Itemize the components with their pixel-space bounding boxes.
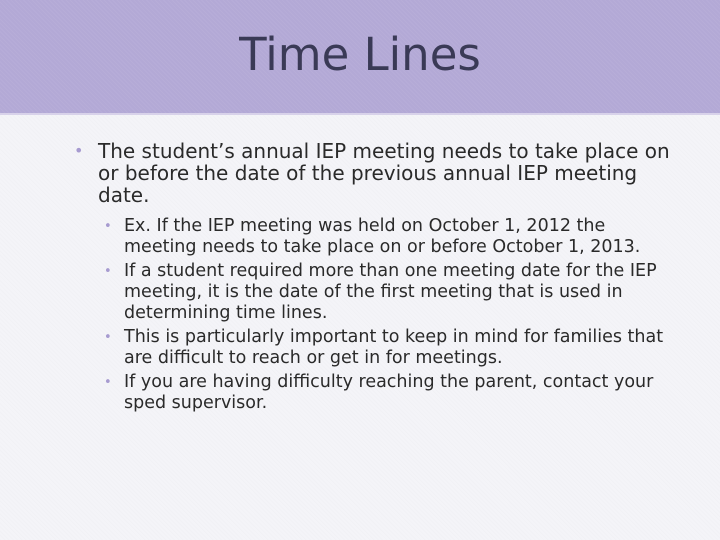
sub-point <box>100 261 674 324</box>
sub-point <box>100 372 674 414</box>
sub-point-text: Ex. If the IEP meeting was held on October 1, 2012 the meeting needs to take place on or before October 1, 2013. <box>124 216 641 257</box>
sub-point <box>100 327 674 369</box>
sub-point <box>100 216 674 258</box>
slide-body <box>74 140 674 417</box>
slide-title: Time Lines <box>239 28 481 81</box>
sub-point-text: This is particularly important to keep in mind for families that are difficult to reach or get in for meetings. <box>124 327 664 368</box>
bullet-icon: • <box>104 264 112 279</box>
bullet-icon: • <box>104 375 112 390</box>
bullet-icon: • <box>74 141 84 160</box>
main-point <box>74 140 674 206</box>
bullet-icon: • <box>104 219 112 234</box>
sub-point-text: If a student required more than one meeting date for the IEP meeting, it is the date of the first meeting that is used in determining time lines. <box>124 261 657 323</box>
sub-point-text: If you are having difficulty reaching the parent, contact your sped supervisor. <box>124 372 654 413</box>
bullet-icon: • <box>104 330 112 345</box>
main-point-text: The student’s annual IEP meeting needs to take place on or before the date of the previous annual IEP meeting date. <box>98 139 670 207</box>
title-band <box>0 0 720 115</box>
sub-point-list <box>74 216 674 414</box>
